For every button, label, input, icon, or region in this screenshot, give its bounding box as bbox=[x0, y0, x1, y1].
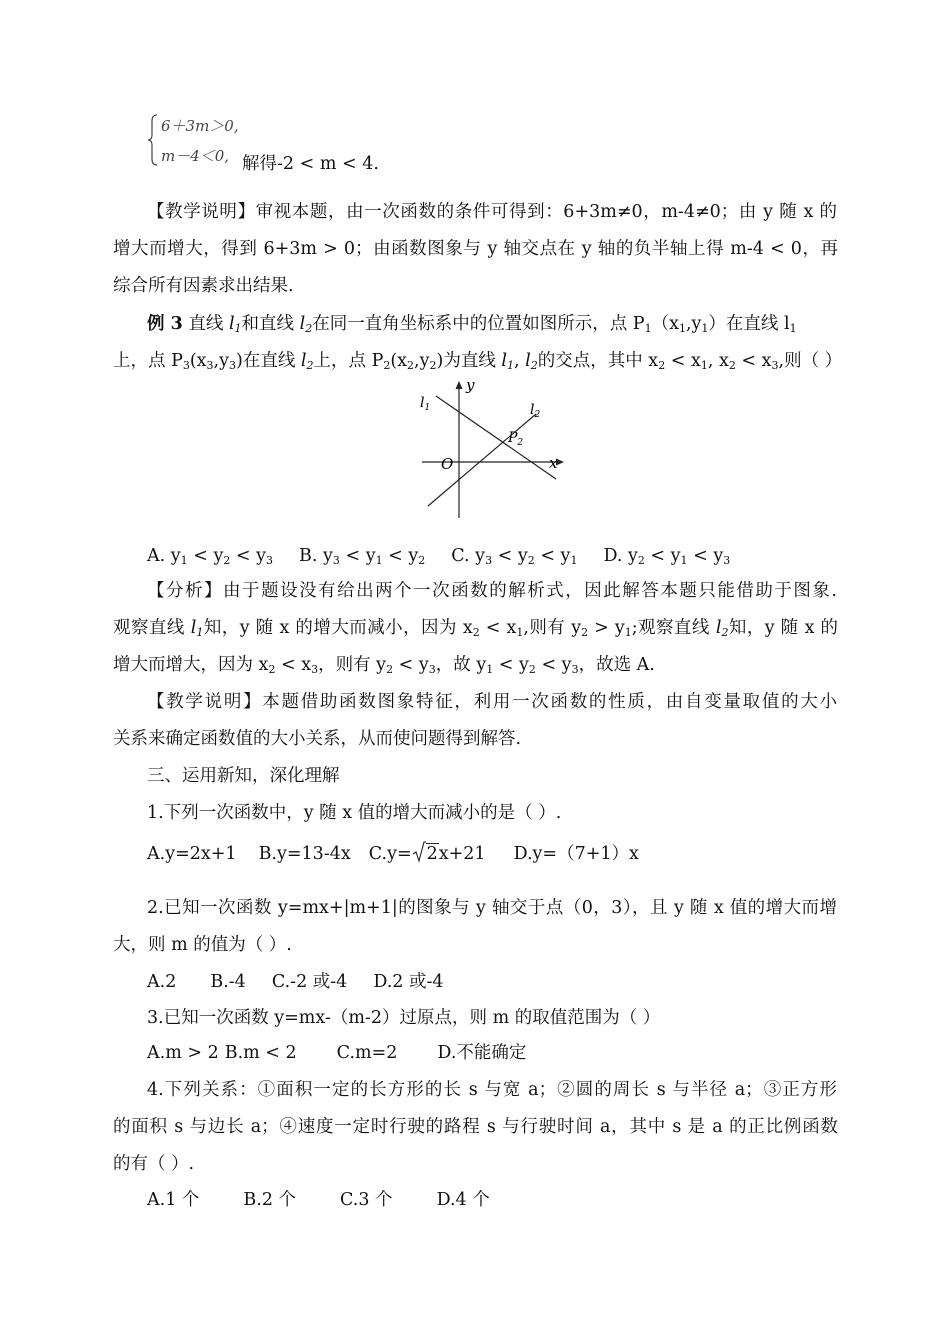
subscript: 1 bbox=[701, 322, 709, 335]
text: < y bbox=[644, 546, 681, 566]
q4-line3: 的有（ ）. bbox=[113, 1154, 195, 1174]
subscript: 1 bbox=[789, 322, 797, 335]
subscript: 1 bbox=[180, 554, 188, 567]
q1-option-c bbox=[369, 844, 486, 864]
subscript: 3 bbox=[332, 554, 340, 567]
subscript: 1 bbox=[680, 554, 688, 567]
note1-line1: 【教学说明】审视本题，由一次函数的条件可得到：6+3m≠0，m-4≠0；由 y 随 x 的 bbox=[147, 202, 837, 222]
inequality-system bbox=[147, 113, 387, 175]
q2-line2: 大，则 m 的值为（ ）. bbox=[113, 935, 292, 955]
q1-option-d: D.y=（7+1）x bbox=[513, 844, 639, 864]
text: < y bbox=[535, 655, 572, 675]
line-symbol: l bbox=[501, 351, 507, 371]
text: < x bbox=[275, 655, 312, 675]
text: < y bbox=[382, 546, 419, 566]
text: (x bbox=[189, 351, 207, 371]
subscript: 1 bbox=[678, 322, 686, 335]
option-a bbox=[147, 546, 273, 566]
text: 上，点 P bbox=[113, 351, 183, 371]
text: (x bbox=[390, 351, 408, 371]
text: > y bbox=[588, 618, 625, 638]
q2-option-a: A.2 bbox=[147, 972, 177, 992]
subscript: 2 bbox=[581, 626, 589, 639]
text: 和直线 bbox=[241, 314, 300, 334]
line-symbol: l bbox=[228, 314, 235, 334]
solution-text: 解得-2 < m < 4. bbox=[242, 154, 379, 174]
line-symbol: l bbox=[525, 351, 531, 371]
text: ,则（ ） bbox=[778, 351, 843, 371]
text: )在直线 bbox=[236, 351, 301, 371]
text: < y bbox=[687, 546, 724, 566]
text: C. y bbox=[451, 546, 486, 566]
text: ）在直线 l bbox=[708, 314, 790, 334]
q2-options bbox=[147, 969, 837, 995]
text: B. y bbox=[299, 546, 333, 566]
subscript: 2 bbox=[383, 359, 391, 372]
subscript: 3 bbox=[771, 359, 779, 372]
q2-line1: 2.已知一次函数 y=mx+|m+1|的图象与 y 轴交于点（0，3），且 y 随 x 值的增大而增 bbox=[147, 898, 837, 918]
subscript: 1 bbox=[234, 322, 242, 335]
line-symbol: l bbox=[190, 618, 197, 638]
inequality-2: m－4＜0, bbox=[161, 147, 230, 165]
subscript: 1 bbox=[624, 626, 632, 639]
subscript: 2 bbox=[527, 554, 535, 567]
subscript: 3 bbox=[311, 663, 319, 676]
subscript: 2 bbox=[728, 359, 736, 372]
q1-options bbox=[147, 841, 837, 867]
text: ，故选 A. bbox=[578, 655, 655, 675]
text: )为直线 bbox=[436, 351, 502, 371]
text: < y bbox=[230, 546, 267, 566]
text: 知，y 随 x 的增大而减小，因为 x bbox=[203, 618, 473, 638]
q2-option-d: D.2 或-4 bbox=[373, 972, 444, 992]
subscript: 1 bbox=[375, 554, 383, 567]
text: x+21 bbox=[438, 844, 486, 864]
subscript: 1 bbox=[700, 359, 708, 372]
subscript: 3 bbox=[182, 359, 190, 372]
q4-option-b: B.2 个 bbox=[243, 1190, 297, 1210]
option-d bbox=[603, 546, 730, 566]
radicand: 2 bbox=[426, 844, 438, 864]
q4-options bbox=[147, 1187, 837, 1213]
example3-line1 bbox=[147, 311, 837, 337]
inequality-1: 6＋3m＞0, bbox=[161, 117, 239, 135]
text: （x bbox=[651, 314, 679, 334]
text: 知，y 随 x 的 bbox=[728, 618, 838, 638]
subscript: 2 bbox=[407, 359, 415, 372]
text: < y bbox=[534, 546, 571, 566]
analysis-line2 bbox=[113, 615, 838, 641]
text: 在同一直角坐标系中的位置如图所示，点 P bbox=[312, 314, 645, 334]
text: ;观察直线 bbox=[631, 618, 716, 638]
text: ，则有 y bbox=[318, 655, 387, 675]
analysis-line3 bbox=[113, 652, 838, 678]
subscript: 2 bbox=[429, 359, 437, 372]
subscript: 1 bbox=[516, 626, 524, 639]
subscript: 3 bbox=[428, 663, 436, 676]
subscript: 3 bbox=[206, 359, 214, 372]
q1-option-a: A.y=2x+1 bbox=[147, 844, 237, 864]
text: < y bbox=[187, 546, 224, 566]
subscript: 2 bbox=[268, 663, 276, 676]
subscript: 1 bbox=[507, 359, 514, 372]
text: C.y= bbox=[368, 844, 412, 864]
option-c bbox=[451, 546, 577, 566]
subscript: 2 bbox=[418, 554, 426, 567]
text: ,y bbox=[213, 351, 229, 371]
q2-option-b: B.-4 bbox=[210, 972, 246, 992]
subscript: 3 bbox=[229, 359, 236, 372]
q3-option-c: C.m=2 bbox=[336, 1043, 398, 1063]
subscript: 1 bbox=[644, 322, 652, 335]
q3-option-a: A.m > 2 bbox=[147, 1043, 219, 1063]
text: , bbox=[514, 351, 526, 371]
subscript: 2 bbox=[305, 322, 313, 335]
subscript: 2 bbox=[637, 554, 645, 567]
subscript: 2 bbox=[306, 359, 314, 372]
text: < y bbox=[493, 655, 529, 675]
subscript: 3 bbox=[571, 663, 579, 676]
label-origin: O bbox=[441, 455, 454, 473]
q4-line2: 的面积 s 与边长 a；④速度一定时行驶的路程 s 与行驶时间 a，其中 s 是 a 的正比例函数 bbox=[113, 1117, 838, 1137]
text: , x bbox=[707, 351, 729, 371]
q1-text: 1.下列一次函数中，y 随 x 值的增大而减小的是（ ）. bbox=[147, 803, 562, 823]
line-symbol: l bbox=[715, 618, 722, 638]
text: 上，点 P bbox=[313, 351, 384, 371]
y-axis-arrow-icon bbox=[456, 381, 463, 389]
q2-option-c: C.-2 或-4 bbox=[271, 972, 348, 992]
sqrt-expression bbox=[412, 841, 439, 867]
text: < x bbox=[735, 351, 772, 371]
q3-options bbox=[147, 1040, 837, 1066]
subscript: 3 bbox=[485, 554, 493, 567]
text: ,y bbox=[414, 351, 430, 371]
line-symbol: l bbox=[300, 351, 307, 371]
text: ,y bbox=[685, 314, 702, 334]
q1-option-b: B.y=13-4x bbox=[258, 844, 351, 864]
note1-line3: 综合所有因素求出结果. bbox=[113, 276, 294, 296]
label-l1: $l_1$ bbox=[420, 395, 431, 413]
subscript: 1 bbox=[486, 663, 494, 676]
section-heading: 三、运用新知，深化理解 bbox=[147, 766, 340, 786]
subscript: 2 bbox=[721, 626, 729, 639]
subscript: 2 bbox=[528, 663, 536, 676]
text: ，故 y bbox=[435, 655, 487, 675]
text: < x bbox=[665, 351, 701, 371]
analysis-line1: 【分析】由于题设没有给出两个一次函数的解析式，因此解答本题只能借助于图象. bbox=[147, 581, 837, 601]
subscript: 1 bbox=[196, 626, 204, 639]
subscript: 2 bbox=[472, 626, 480, 639]
note2-line1: 【教学说明】本题借助函数图象特征，利用一次函数的性质，由自变量取值的大小 bbox=[147, 692, 837, 712]
q3-text: 3.已知一次函数 y=mx-（m-2）过原点，则 m 的取值范围为（ ） bbox=[147, 1008, 661, 1028]
subscript: 3 bbox=[723, 554, 731, 567]
line-symbol: l bbox=[299, 314, 306, 334]
subscript: 2 bbox=[223, 554, 231, 567]
note2-line2: 关系来确定函数值的大小关系，从而使问题得到解答. bbox=[113, 729, 522, 749]
example3-options bbox=[147, 543, 837, 569]
text: 的交点，其中 x bbox=[537, 351, 659, 371]
text: 增大而增大，因为 x bbox=[113, 655, 269, 675]
q4-option-a: A.1 个 bbox=[147, 1190, 200, 1210]
text: ,则有 y bbox=[523, 618, 582, 638]
label-l2: $l_2$ bbox=[530, 402, 541, 420]
brace-icon bbox=[147, 113, 159, 167]
text: D. y bbox=[603, 546, 638, 566]
example3-line2 bbox=[113, 348, 843, 374]
subscript: 2 bbox=[386, 663, 394, 676]
text: 观察直线 bbox=[113, 618, 191, 638]
option-b bbox=[299, 546, 425, 566]
text: < y bbox=[339, 546, 376, 566]
radical-icon bbox=[412, 841, 426, 863]
subscript: 2 bbox=[530, 359, 538, 372]
q4-option-d: D.4 个 bbox=[436, 1190, 490, 1210]
text: < y bbox=[492, 546, 528, 566]
text: 直线 bbox=[188, 314, 229, 334]
label-p2: $P_2$ bbox=[508, 430, 524, 448]
label-x: x bbox=[549, 454, 558, 472]
text: < x bbox=[479, 618, 517, 638]
subscript: 2 bbox=[658, 359, 666, 372]
q3-option-d: D.不能确定 bbox=[437, 1043, 527, 1063]
label-y: y bbox=[466, 376, 475, 394]
line-l1 bbox=[436, 396, 556, 479]
subscript: 3 bbox=[266, 554, 274, 567]
text: < y bbox=[393, 655, 429, 675]
coordinate-diagram bbox=[412, 376, 572, 521]
q4-option-c: C.3 个 bbox=[340, 1190, 393, 1210]
q3-option-b: B.m < 2 bbox=[224, 1043, 297, 1063]
example-label: 例 3 bbox=[147, 314, 183, 334]
note1-line2: 增大而增大，得到 6+3m > 0；由函数图象与 y 轴交点在 y 轴的负半轴上得 m-4 < 0，再 bbox=[113, 239, 838, 259]
subscript: 1 bbox=[570, 554, 578, 567]
q4-line1: 4.下列关系：①面积一定的长方形的长 s 与宽 a；②圆的周长 s 与半径 a；③正方形 bbox=[147, 1080, 837, 1100]
text: A. y bbox=[147, 546, 181, 566]
